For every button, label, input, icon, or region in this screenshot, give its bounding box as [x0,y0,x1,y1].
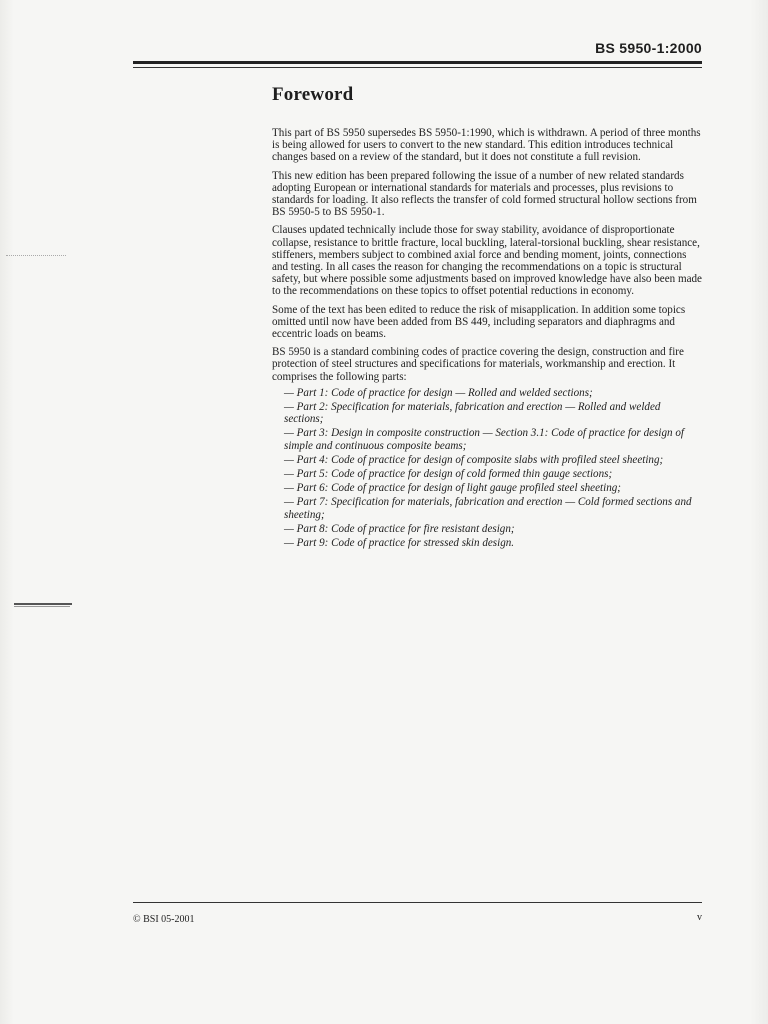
paragraph-4: Some of the text has been edited to reduce the risk of misapplication. In addition some topics omitted until now have been added from BS 449, including separators and diaphragms and eccentric loads on beams. [272,303,686,341]
margin-scan-mark-bold [14,603,72,605]
parts-list [272,387,702,549]
header-rule-thin [133,67,702,68]
document-code: BS 5950-1:2000 [595,40,702,56]
copyright-notice: © BSI 05-2001 [133,914,195,925]
footer-rule [133,902,702,903]
page-title: Foreword [272,84,354,105]
margin-scan-mark-thin [14,606,70,607]
paragraph-1: This part of BS 5950 supersedes BS 5950-1:1990, which is withdrawn. A period of three months is being allowed for users to convert to the new standard. This edition introduces technical changes based on a review of the standard, but it does not constitute a full revision. [272,127,701,164]
paragraph-3: Clauses updated technically include those for sway stability, avoidance of disproportionate collapse, resistance to brittle fracture, local buckling, lateral-torsional buckling, shear resistance, stiffeners, members subject to combined axial force and bending moment, joints, connections and testing. In all cases the reason for changing the recommendations on a topic is structural safety, but where possible some adjustments based on improved knowledge have also been made to the recommendations on these topics to offset potential reductions in economy. [272,224,702,298]
margin-scan-mark [6,255,66,257]
part-item-3: — Part 3: Design in composite construction — Section 3.1: Code of practice for design of simple and continuous composite beams; [284,427,684,452]
part-item-7: — Part 7: Specification for materials, fabrication and erection — Cold formed sections and sheeting; [284,496,692,521]
part-item-8: — Part 8: Code of practice for fire resistant design; [284,522,515,535]
paragraph-5: BS 5950 is a standard combining codes of practice covering the design, construction and fire protection of steel structures and specifications for materials, workmanship and erection. It comprises the following parts: [272,346,684,383]
part-item-6: — Part 6: Code of practice for design of light gauge profiled steel sheeting; [284,482,621,495]
part-item-1: — Part 1: Code of practice for design — Rolled and welded sections; [284,386,593,399]
paragraph-2: This new edition has been prepared following the issue of a number of new related standards adopting European or international standards for materials and processes, plus revisions to standards for loading. It also reflects the transfer of cold formed structural hollow sections from BS 5950-5 to BS 5950-1. [272,169,697,219]
part-item-2: — Part 2: Specification for materials, fabrication and erection — Rolled and welded sections; [284,401,661,426]
page-number: v [697,912,702,923]
foreword-body [272,127,702,551]
header-rule-thick [133,61,702,64]
part-item-4: — Part 4: Code of practice for design of composite slabs with profiled steel sheeting; [284,453,664,466]
part-item-9: — Part 9: Code of practice for stressed skin design. [284,537,515,550]
part-item-5: — Part 5: Code of practice for design of cold formed thin gauge sections; [284,468,613,481]
